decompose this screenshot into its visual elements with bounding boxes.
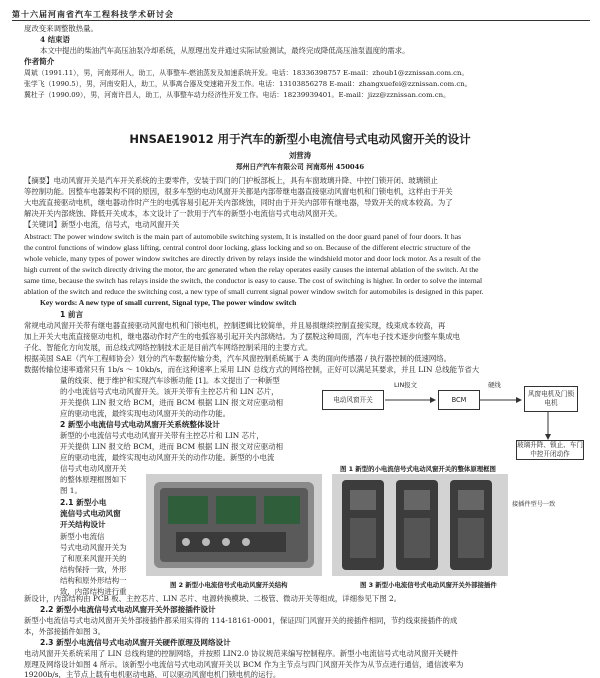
article-title: HNSAE19012 用于汽车的新型小电流信号式电动风窗开关的设计: [129, 132, 471, 146]
prev-line-1: 度改变来调整散热量。: [24, 24, 98, 33]
author-bio-2: 张学飞（1990.5），男，河南安阳人，助工，从事离合器及变速箱开发工作。电话：13103856278 E-mail：zhangxuefei@zznissan.com.cn。: [24, 80, 472, 88]
left-col-3: 开关提供 LIN 报文给 BCM，进而 BCM 根据 LIN 报文对应驱动相: [60, 398, 284, 407]
s21-text-6: 致，内部结构进行重: [60, 587, 127, 596]
abstract-cn-3: 大电流直接驱动电机，继电器动作时产生的电弧容易引起开关内部烧蚀，同时由于开关内部带有继电器，导致开关的成本较高。为了: [24, 198, 453, 207]
s21-text-4: 结构保持一致，外形: [60, 565, 127, 574]
left-col-2: 的小电流信号式电动风窗开关。该开关带有主控芯片和 LIN 芯片，: [60, 387, 279, 396]
s21-text-3: 了和原来风窗开关的: [60, 554, 127, 563]
figure-3-photo: [332, 474, 508, 576]
left-col-7: 开关提供 LIN 报文给 BCM，进而 BCM 根据 LIN 报文对应驱动相: [60, 442, 284, 451]
abstract-en-1: Abstract: The power window switch is the main part of automobile switching system, It is installed on the door guard panel of four doors. It has: [24, 232, 462, 241]
figure-2-caption: 图 2 新型小电流信号式电动风窗开关结构: [170, 581, 288, 589]
bottom-line-1: 新设计，内部结构由 PCB 板、主控芯片、LIN 芯片、电源转换模块、二极管、微动开关等组成，详细参见下图 2。: [24, 594, 402, 603]
running-header: 第十六届河南省汽车工程科技学术研讨会: [12, 9, 174, 19]
abstract-en-2: the control functions of window glass lifting, central control door locking, glass locking and so on. Because of the different electric structure of the: [24, 243, 471, 252]
figure-1-diagram: [320, 374, 590, 462]
section-22-heading: 2.2 新型小电流信号式电动风窗开关外部接插件设计: [40, 605, 216, 614]
connector-image: [332, 474, 508, 576]
s21-text-5: 结构和原外形结构一: [60, 576, 127, 585]
s1-line-4: 根据美国 SAE（汽车工程师协会）划分的汽车数据传输分类，汽车风窗控制系统属于 A 类的面向传感器 / 执行器控制的低速网络。: [24, 354, 452, 363]
bottom-line-6: 电动风窗开关系统采用了 LIN 总线构建的控制网络，并按照 LIN2.0 协议规范来编写控制程序。新型小电流信号式电动风窗开关硬件: [24, 649, 459, 658]
s21-text-2: 号式电动风窗开关为: [60, 543, 127, 552]
left-col-4: 应的驱动电流，最终实现电动风窗开关的动作功能。: [60, 409, 230, 418]
abstract-cn-1: 【摘要】电动风窗开关是汽车开关系统的主要零件，安装于四门的门护板部板上，具有车窗玻璃升降、中控门锁开闭、玻璃锁止: [24, 176, 438, 185]
figure-3-caption: 图 3 新型小电流信号式电动风窗开关外部接插件: [360, 581, 497, 589]
conclusion-heading: 4 结束语: [40, 35, 70, 44]
left-col-8: 应的驱动电流，最终实现电动风窗开关的动作功能。新型的小电流: [60, 453, 275, 462]
figure-2-photo: [146, 474, 322, 576]
s1-line-2: 加上开关大电流直接驱动电机，继电器动作时产生的电弧容易引起开关内部烧结。为了摆脱这种局面，汽车电子技术逐步向整车集成电: [24, 332, 461, 341]
bottom-line-3: 新型小电流信号式电动风窗开关外部接插件都采用实得的 114-18161-0001，保证四门风窗开关的接插件相同，节约线束接插件的成: [24, 616, 458, 625]
bottom-line-8: 19200b/s，主节点上载有电机驱动电路，可以驱动风窗电机门锁电机的运行。: [24, 670, 281, 678]
s1-line-5: 数据传输位速率通常只有 1b/s ～ 10kb/s，而在这种速率上采用 LIN 总线方式的网络控制，正好可以满足其要求，并且 LIN 总线能节省大: [24, 365, 480, 374]
authors-heading: 作者简介: [24, 57, 55, 66]
abstract-en-4: high current of the switch directly driving the motor, the arc generated when the relay operates easily causes the internal ablation of the switch. At the: [24, 265, 479, 274]
switch-box: 电动风窗开关: [322, 390, 384, 410]
abstract-cn-2: 等控制功能。因整车电器架构不同的原因，很多车型的电动风窗开关都是内部带继电器直接驱动风窗电机和门锁电机，这样由于开关: [24, 187, 453, 196]
section-21-heading-2: 流信号式电动风窗: [60, 509, 121, 518]
keywords-en: Key words: A new type of small current, Signal type, The power window switch: [40, 298, 297, 307]
conclusion-text: 本文中提出的柴油汽车高压油泵冷却系统，从原理出发并通过实际试验测试，最终完成降低高压油泵温度的需求。: [40, 46, 410, 55]
s21-text-1: 新型小电流信: [60, 532, 105, 541]
section-1-heading: 1 前言: [60, 310, 84, 319]
bcm-box: BCM: [438, 390, 480, 410]
author-bio-1: 周斌（1991.11），男，河南郑州人，助工，从事整车-燃油蒸发及加速系统开发。电话：18336398757 E-mail：zhoub1@zznissan.com.cn。: [24, 69, 469, 77]
glass-action-box: 玻璃升降、锁止、车门中控开闭动作: [517, 441, 583, 458]
section-23-heading: 2.3 新型小电流信号式电动风窗开关硬件原理及网络设计: [40, 638, 231, 647]
left-col-11: 图 1。: [60, 486, 82, 495]
abstract-en-3: whole vehicle, many types of power window switches are directly driven by relays inside the windshield motor and door lock motor. As a result of the: [24, 254, 481, 263]
left-col-10: 的整体原理框图如下: [60, 475, 127, 484]
s1-line-3: 子化、智能化方向发展，而总线式网络控制技术正是目前汽车网络控制采用的主要方式。: [24, 343, 313, 352]
header-rule: [12, 20, 590, 21]
hardwire-label: 硬线: [488, 381, 501, 389]
figure-3-label: 接插件型号一致: [512, 501, 556, 508]
bottom-line-4: 本，外部接插件如图 3。: [24, 627, 105, 636]
abstract-en-5: same time, because the switch has relays inside the switch, the conductor is easy to cause. The cost of switching is higher. In order to solve the internal: [24, 276, 483, 285]
left-col-6: 新型的小电流信号式电动风窗开关带有主控芯片和 LIN 芯片，: [60, 431, 264, 440]
article-affiliation: 郑州日产汽车有限公司 河南郑州 450046: [235, 163, 365, 171]
keywords-cn: 【关键词】新型小电流，信号式，电动风窗开关: [24, 220, 180, 229]
switch-structure-image: [146, 474, 322, 576]
section-21-heading-3: 开关结构设计: [60, 520, 106, 529]
left-col-9: 信号式电动风窗开关: [60, 464, 127, 473]
bottom-line-7: 原理及网络设计如图 4 所示。该新型小电流信号式电动风窗开关以 BCM 作为主节点与四门风窗开关作为从节点进行通信，通信波率为: [24, 660, 464, 669]
abstract-en-6: ablation of the switch and reduce the switching cost, a new type of small current signal power window switch for automobiles is designed in this paper.: [24, 287, 484, 296]
left-col-1: 量的线束、便于维护和实现汽车诊断功能 [1]。本文提出了一种新型: [60, 376, 280, 385]
s1-line-1: 常规电动风窗开关带有继电器直接驱动风窗电机和门锁电机，控制逻辑比较简单，并且易损继续控制直接实现，线束成本较高，再: [24, 321, 446, 330]
article-author: 刘营涛: [288, 151, 312, 160]
figure-1-caption: 图 1 新型的小电流信号式电动风窗开关的整体原理框图: [340, 465, 496, 473]
lin-label: LIN报文: [394, 381, 418, 389]
author-bio-3: 冀杜子（1990.09），男，河南许昌人，助工，从事整车动力经济性开发工作。电话：18239939401。E-mail：jizz@zznissan.com.cn。: [24, 91, 450, 99]
abstract-cn-4: 解决开关内部烧蚀、降低开关成本，本文设计了一款用于汽车的新型小电流信号式电动风窗开关。: [24, 209, 342, 218]
section-21-heading: 2.1 新型小电: [60, 498, 107, 507]
motor-box: 风窗电机及门锁电机: [524, 386, 578, 412]
section-2-heading: 2 新型小电流信号式电动风窗开关系统整体设计: [60, 420, 220, 429]
